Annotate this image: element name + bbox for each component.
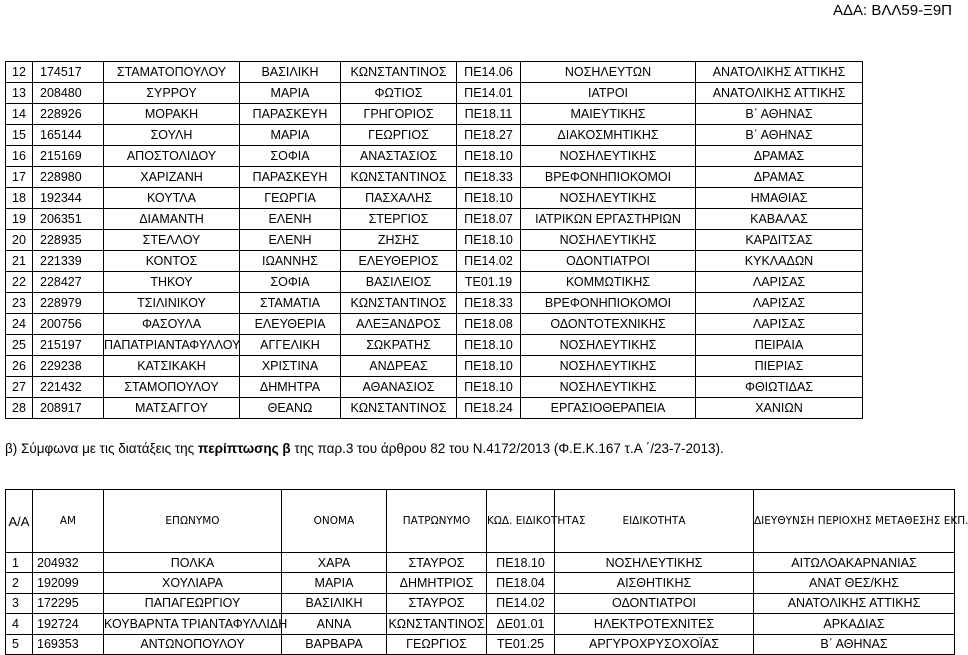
cell-surname: ΚΟΥΒΑΡΝΤΑ ΤΡΙΑΝΤΑΦΥΛΛΙΔΗ: [104, 614, 282, 634]
cell-surname: ΤΗΚΟΥ: [104, 272, 240, 293]
cell-specialty-code: ΤΕ01.25: [487, 634, 555, 654]
cell-specialty-code: ΠΕ18.08: [457, 314, 521, 335]
cell-directorate: ΚΥΚΛΑΔΩΝ: [696, 251, 863, 272]
cell-name: ΕΛΕΥΘΕΡΙΑ: [240, 314, 341, 335]
cell-specialty: ΟΔΟΝΤΟΤΕΧΝΙΚΗΣ: [521, 314, 696, 335]
cell-specialty: ΝΟΣΗΛΕΥΤΙΚΗΣ: [521, 335, 696, 356]
cell-name: ΘΕΑΝΩ: [240, 398, 341, 419]
cell-specialty-code: ΠΕ14.01: [457, 83, 521, 104]
table-row: [6, 553, 955, 573]
cell-specialty: ΕΡΓΑΣΙΟΘΕΡΑΠΕΙΑ: [521, 398, 696, 419]
cell-specialty-code: ΤΕ01.19: [457, 272, 521, 293]
cell-fathers-name: ΚΩΝΣΤΑΝΤΙΝΟΣ: [341, 62, 457, 83]
cell-fathers-name: ΓΕΩΡΓΙΟΣ: [341, 125, 457, 146]
cell-name: ΠΑΡΑΣΚΕΥΗ: [240, 104, 341, 125]
cell-surname: ΦΑΣΟΥΛΑ: [104, 314, 240, 335]
cell-name: ΒΑΣΙΛΙΚΗ: [282, 593, 387, 613]
cell-aa: 15: [6, 125, 33, 146]
sentence-before: β) Σύμφωνα με τις διατάξεις της: [5, 441, 198, 456]
cell-specialty-code: ΠΕ18.10: [457, 356, 521, 377]
cell-fathers-name: ΓΕΩΡΓΙΟΣ: [387, 634, 487, 654]
cell-aa: 27: [6, 377, 33, 398]
cell-specialty: ΙΑΤΡΟΙ: [521, 83, 696, 104]
cell-fathers-name: ΣΤΕΡΓΙΟΣ: [341, 209, 457, 230]
cell-am: 204932: [33, 553, 104, 573]
cell-am: 208480: [33, 83, 104, 104]
cell-specialty-code: ΠΕ18.24: [457, 398, 521, 419]
cell-surname: ΣΤΑΜΑΤΟΠΟΥΛΟΥ: [104, 62, 240, 83]
cell-am: 192724: [33, 614, 104, 634]
cell-specialty: ΟΔΟΝΤΙΑΤΡΟΙ: [521, 251, 696, 272]
cell-am: 228979: [33, 293, 104, 314]
cell-am: 228427: [33, 272, 104, 293]
cell-am: 200756: [33, 314, 104, 335]
cell-specialty-code: ΠΕ18.10: [457, 230, 521, 251]
cell-fathers-name: ΑΛΕΞΑΝΔΡΟΣ: [341, 314, 457, 335]
table-row: [6, 104, 863, 125]
cell-specialty: ΝΟΣΗΛΕΥΤΙΚΗΣ: [521, 377, 696, 398]
cell-surname: ΧΟΥΛΙΑΡΑ: [104, 573, 282, 593]
cell-am: 172295: [33, 593, 104, 613]
cell-fathers-name: ΕΛΕΥΘΕΡΙΟΣ: [341, 251, 457, 272]
cell-directorate: ΚΑΒΑΛΑΣ: [696, 209, 863, 230]
table1-body: [6, 62, 863, 419]
cell-fathers-name: ΚΩΝΣΤΑΝΤΙΝΟΣ: [341, 398, 457, 419]
cell-surname: ΚΟΥΤΛΑ: [104, 188, 240, 209]
cell-name: ΑΝΝΑ: [282, 614, 387, 634]
cell-name: ΕΛΕΝΗ: [240, 209, 341, 230]
cell-specialty-code: ΠΕ18.10: [457, 335, 521, 356]
cell-surname: ΤΣΙΛΙΝΙΚΟΥ: [104, 293, 240, 314]
table-row: [6, 230, 863, 251]
cell-fathers-name: ΑΘΑΝΑΣΙΟΣ: [341, 377, 457, 398]
cell-specialty: ΒΡΕΦΟΝΗΠΙΟΚΟΜΟΙ: [521, 293, 696, 314]
cell-directorate: ΛΑΡΙΣΑΣ: [696, 272, 863, 293]
cell-aa: 28: [6, 398, 33, 419]
cell-specialty: ΝΟΣΗΛΕΥΤΙΚΗΣ: [521, 146, 696, 167]
cell-am: 221339: [33, 251, 104, 272]
table-row: [6, 125, 863, 146]
cell-name: ΓΕΩΡΓΙΑ: [240, 188, 341, 209]
cell-directorate: ΠΙΕΡΙΑΣ: [696, 356, 863, 377]
sentence-bold: περίπτωσης β: [197, 441, 291, 456]
cell-am: 192099: [33, 573, 104, 593]
header-am: ΑΜ: [33, 490, 104, 553]
cell-fathers-name: ΣΩΚΡΑΤΗΣ: [341, 335, 457, 356]
sentence-after: της παρ.3 του άρθρου 82 του Ν.4172/2013 (Φ.Ε.Κ.167 τ.Α ΄/23-7-2013).: [290, 441, 724, 456]
cell-specialty-code: ΠΕ18.10: [457, 146, 521, 167]
cell-am: 174517: [33, 62, 104, 83]
cell-specialty: ΑΙΣΘΗΤΙΚΗΣ: [555, 573, 754, 593]
cell-directorate: Β΄ ΑΘΗΝΑΣ: [696, 125, 863, 146]
cell-fathers-name: ΣΤΑΥΡΟΣ: [387, 553, 487, 573]
cell-directorate: ΠΕΙΡΑΙΑ: [696, 335, 863, 356]
cell-aa: 3: [6, 593, 33, 613]
cell-surname: ΑΠΟΣΤΟΛΙΔΟΥ: [104, 146, 240, 167]
cell-specialty: ΒΡΕΦΟΝΗΠΙΟΚΟΜΟΙ: [521, 167, 696, 188]
table-row: [6, 83, 863, 104]
cell-surname: ΠΑΠΑΓΕΩΡΓΙΟΥ: [104, 593, 282, 613]
cell-directorate: Β΄ ΑΘΗΝΑΣ: [754, 634, 955, 654]
header-specialty-code: ΚΩΔ. ΕΙΔΙΚΟΤΗΤΑΣ: [487, 490, 555, 553]
cell-name: ΔΗΜΗΤΡΑ: [240, 377, 341, 398]
table-row: [6, 573, 955, 593]
cell-surname: ΠΟΛΚΑ: [104, 553, 282, 573]
cell-directorate: ΗΜΑΘΙΑΣ: [696, 188, 863, 209]
cell-specialty: ΝΟΣΗΛΕΥΤΙΚΗΣ: [521, 356, 696, 377]
table-row: [6, 146, 863, 167]
cell-specialty: ΑΡΓΥΡΟΧΡΥΣΟΧΟΪΑΣ: [555, 634, 754, 654]
cell-specialty-code: ΠΕ18.07: [457, 209, 521, 230]
cell-name: ΒΑΣΙΛΙΚΗ: [240, 62, 341, 83]
cell-aa: 2: [6, 573, 33, 593]
cell-directorate: ΛΑΡΙΣΑΣ: [696, 314, 863, 335]
cell-am: 206351: [33, 209, 104, 230]
cell-fathers-name: ΑΝΔΡΕΑΣ: [341, 356, 457, 377]
cell-surname: ΣΤΑΜΟΠΟΥΛΟΥ: [104, 377, 240, 398]
cell-specialty-code: ΔΕ01.01: [487, 614, 555, 634]
cell-name: ΜΑΡΙΑ: [282, 573, 387, 593]
header-name: ΟΝΟΜΑ: [282, 490, 387, 553]
cell-am: 208917: [33, 398, 104, 419]
cell-specialty: ΝΟΣΗΛΕΥΤΩΝ: [521, 62, 696, 83]
cell-surname: ΚΟΝΤΟΣ: [104, 251, 240, 272]
cell-fathers-name: ΚΩΝΣΤΑΝΤΙΝΟΣ: [341, 293, 457, 314]
cell-specialty: ΗΛΕΚΤΡΟΤΕΧΝΙΤΕΣ: [555, 614, 754, 634]
cell-fathers-name: ΚΩΝΣΤΑΝΤΙΝΟΣ: [341, 167, 457, 188]
cell-specialty-code: ΠΕ14.02: [487, 593, 555, 613]
cell-specialty: ΙΑΤΡΙΚΩΝ ΕΡΓΑΣΤΗΡΙΩΝ: [521, 209, 696, 230]
cell-surname: ΔΙΑΜΑΝΤΗ: [104, 209, 240, 230]
cell-fathers-name: ΒΑΣΙΛΕΙΟΣ: [341, 272, 457, 293]
cell-directorate: ΔΡΑΜΑΣ: [696, 167, 863, 188]
legal-paragraph: [5, 441, 724, 456]
cell-name: ΜΑΡΙΑ: [240, 83, 341, 104]
cell-aa: 12: [6, 62, 33, 83]
cell-am: 165144: [33, 125, 104, 146]
cell-aa: 16: [6, 146, 33, 167]
cell-aa: 19: [6, 209, 33, 230]
cell-aa: 5: [6, 634, 33, 654]
cell-specialty-code: ΠΕ14.06: [457, 62, 521, 83]
cell-specialty-code: ΠΕ18.11: [457, 104, 521, 125]
cell-am: 228980: [33, 167, 104, 188]
cell-directorate: ΔΡΑΜΑΣ: [696, 146, 863, 167]
cell-fathers-name: ΣΤΑΥΡΟΣ: [387, 593, 487, 613]
cell-surname: ΑΝΤΩΝΟΠΟΥΛΟΥ: [104, 634, 282, 654]
cell-fathers-name: ΦΩΤΙΟΣ: [341, 83, 457, 104]
cell-surname: ΣΟΥΛΗ: [104, 125, 240, 146]
table-row: [6, 167, 863, 188]
cell-fathers-name: ΔΗΜΗΤΡΙΟΣ: [387, 573, 487, 593]
cell-specialty-code: ΠΕ18.10: [487, 553, 555, 573]
cell-aa: 25: [6, 335, 33, 356]
cell-directorate: ΑΝΑΤΟΛΙΚΗΣ ΑΤΤΙΚΗΣ: [754, 593, 955, 613]
cell-directorate: ΚΑΡΔΙΤΣΑΣ: [696, 230, 863, 251]
cell-aa: 14: [6, 104, 33, 125]
cell-am: 169353: [33, 634, 104, 654]
cell-name: ΒΑΡΒΑΡΑ: [282, 634, 387, 654]
cell-am: 221432: [33, 377, 104, 398]
cell-name: ΕΛΕΝΗ: [240, 230, 341, 251]
cell-directorate: Β΄ ΑΘΗΝΑΣ: [696, 104, 863, 125]
cell-specialty-code: ΠΕ14.02: [457, 251, 521, 272]
header-specialty: ΕΙΔΙΚΟΤΗΤΑ: [555, 490, 754, 553]
cell-aa: 20: [6, 230, 33, 251]
table-row: [6, 377, 863, 398]
table-row: [6, 356, 863, 377]
cell-directorate: ΑΝΑΤΟΛΙΚΗΣ ΑΤΤΙΚΗΣ: [696, 62, 863, 83]
table-transfers-continued: [5, 61, 863, 419]
cell-fathers-name: ΚΩΝΣΤΑΝΤΙΝΟΣ: [387, 614, 487, 634]
cell-specialty: ΟΔΟΝΤΙΑΤΡΟΙ: [555, 593, 754, 613]
cell-directorate: ΦΘΙΩΤΙΔΑΣ: [696, 377, 863, 398]
cell-surname: ΜΟΡΑΚΗ: [104, 104, 240, 125]
cell-aa: 26: [6, 356, 33, 377]
table-row: [6, 209, 863, 230]
cell-specialty-code: ΠΕ18.27: [457, 125, 521, 146]
cell-aa: 4: [6, 614, 33, 634]
table-row: [6, 293, 863, 314]
cell-directorate: ΧΑΝΙΩΝ: [696, 398, 863, 419]
cell-aa: 24: [6, 314, 33, 335]
table-row: [6, 398, 863, 419]
cell-am: 192344: [33, 188, 104, 209]
table-row: [6, 634, 955, 654]
cell-aa: 1: [6, 553, 33, 573]
cell-name: ΧΑΡΑ: [282, 553, 387, 573]
cell-specialty: ΜΑΙΕΥΤΙΚΗΣ: [521, 104, 696, 125]
cell-aa: 13: [6, 83, 33, 104]
header-directorate: ΔΙΕΥΘΥΝΣΗ ΠΕΡΙΟΧΗΣ ΜΕΤΑΘΕΣΗΣ ΕΚΠ.: [754, 490, 955, 553]
cell-aa: 21: [6, 251, 33, 272]
table2-header-row: [6, 490, 955, 553]
cell-name: ΣΟΦΙΑ: [240, 146, 341, 167]
cell-aa: 18: [6, 188, 33, 209]
cell-fathers-name: ΑΝΑΣΤΑΣΙΟΣ: [341, 146, 457, 167]
cell-specialty-code: ΠΕ18.04: [487, 573, 555, 593]
cell-aa: 22: [6, 272, 33, 293]
cell-am: 228926: [33, 104, 104, 125]
cell-fathers-name: ΓΡΗΓΟΡΙΟΣ: [341, 104, 457, 125]
cell-surname: ΜΑΤΣΑΓΓΟΥ: [104, 398, 240, 419]
cell-specialty-code: ΠΕ18.10: [457, 188, 521, 209]
cell-specialty: ΝΟΣΗΛΕΥΤΙΚΗΣ: [521, 230, 696, 251]
cell-name: ΜΑΡΙΑ: [240, 125, 341, 146]
cell-name: ΑΓΓΕΛΙΚΗ: [240, 335, 341, 356]
table-row: [6, 335, 863, 356]
cell-surname: ΣΥΡΡΟΥ: [104, 83, 240, 104]
cell-am: 215169: [33, 146, 104, 167]
cell-directorate: ΑΝΑΤ ΘΕΣ/ΚΗΣ: [754, 573, 955, 593]
table2-body: [6, 553, 955, 655]
cell-surname: ΧΑΡΙΖΑΝΗ: [104, 167, 240, 188]
cell-directorate: ΑΙΤΩΛΟΑΚΑΡΝΑΝΙΑΣ: [754, 553, 955, 573]
cell-specialty: ΔΙΑΚΟΣΜΗΤΙΚΗΣ: [521, 125, 696, 146]
cell-surname: ΣΤΕΛΛΟΥ: [104, 230, 240, 251]
cell-am: 215197: [33, 335, 104, 356]
cell-name: ΣΤΑΜΑΤΙΑ: [240, 293, 341, 314]
table-row: [6, 251, 863, 272]
header-surname: ΕΠΩΝΥΜΟ: [104, 490, 282, 553]
cell-name: ΠΑΡΑΣΚΕΥΗ: [240, 167, 341, 188]
cell-directorate: ΛΑΡΙΣΑΣ: [696, 293, 863, 314]
table-row: [6, 62, 863, 83]
cell-fathers-name: ΖΗΣΗΣ: [341, 230, 457, 251]
table-row: [6, 272, 863, 293]
cell-am: 228935: [33, 230, 104, 251]
header-aa: Α/Α: [6, 490, 33, 553]
cell-directorate: ΑΡΚΑΔΙΑΣ: [754, 614, 955, 634]
cell-aa: 17: [6, 167, 33, 188]
cell-specialty-code: ΠΕ18.33: [457, 293, 521, 314]
cell-specialty: ΝΟΣΗΛΕΥΤΙΚΗΣ: [555, 553, 754, 573]
cell-am: 229238: [33, 356, 104, 377]
cell-directorate: ΑΝΑΤΟΛΙΚΗΣ ΑΤΤΙΚΗΣ: [696, 83, 863, 104]
cell-specialty: ΝΟΣΗΛΕΥΤΙΚΗΣ: [521, 188, 696, 209]
cell-specialty-code: ΠΕ18.33: [457, 167, 521, 188]
cell-name: ΧΡΙΣΤΙΝΑ: [240, 356, 341, 377]
cell-name: ΙΩΑΝΝΗΣ: [240, 251, 341, 272]
ada-code: ΑΔΑ: ΒΛΛ59-Ξ9Π: [832, 2, 952, 19]
cell-surname: ΠΑΠΑΤΡΙΑΝΤΑΦΥΛΛΟΥ: [104, 335, 240, 356]
cell-fathers-name: ΠΑΣΧΑΛΗΣ: [341, 188, 457, 209]
table-row: [6, 188, 863, 209]
cell-surname: ΚΑΤΣΙΚΑΚΗ: [104, 356, 240, 377]
cell-aa: 23: [6, 293, 33, 314]
table-transfers-b: [5, 489, 968, 655]
table-row: [6, 593, 955, 613]
header-fathers-name: ΠΑΤΡΩΝΥΜΟ: [387, 490, 487, 553]
cell-specialty-code: ΠΕ18.10: [457, 377, 521, 398]
cell-name: ΣΟΦΙΑ: [240, 272, 341, 293]
table-row: [6, 314, 863, 335]
cell-specialty: ΚΟΜΜΩΤΙΚΗΣ: [521, 272, 696, 293]
table-row: [6, 614, 955, 634]
